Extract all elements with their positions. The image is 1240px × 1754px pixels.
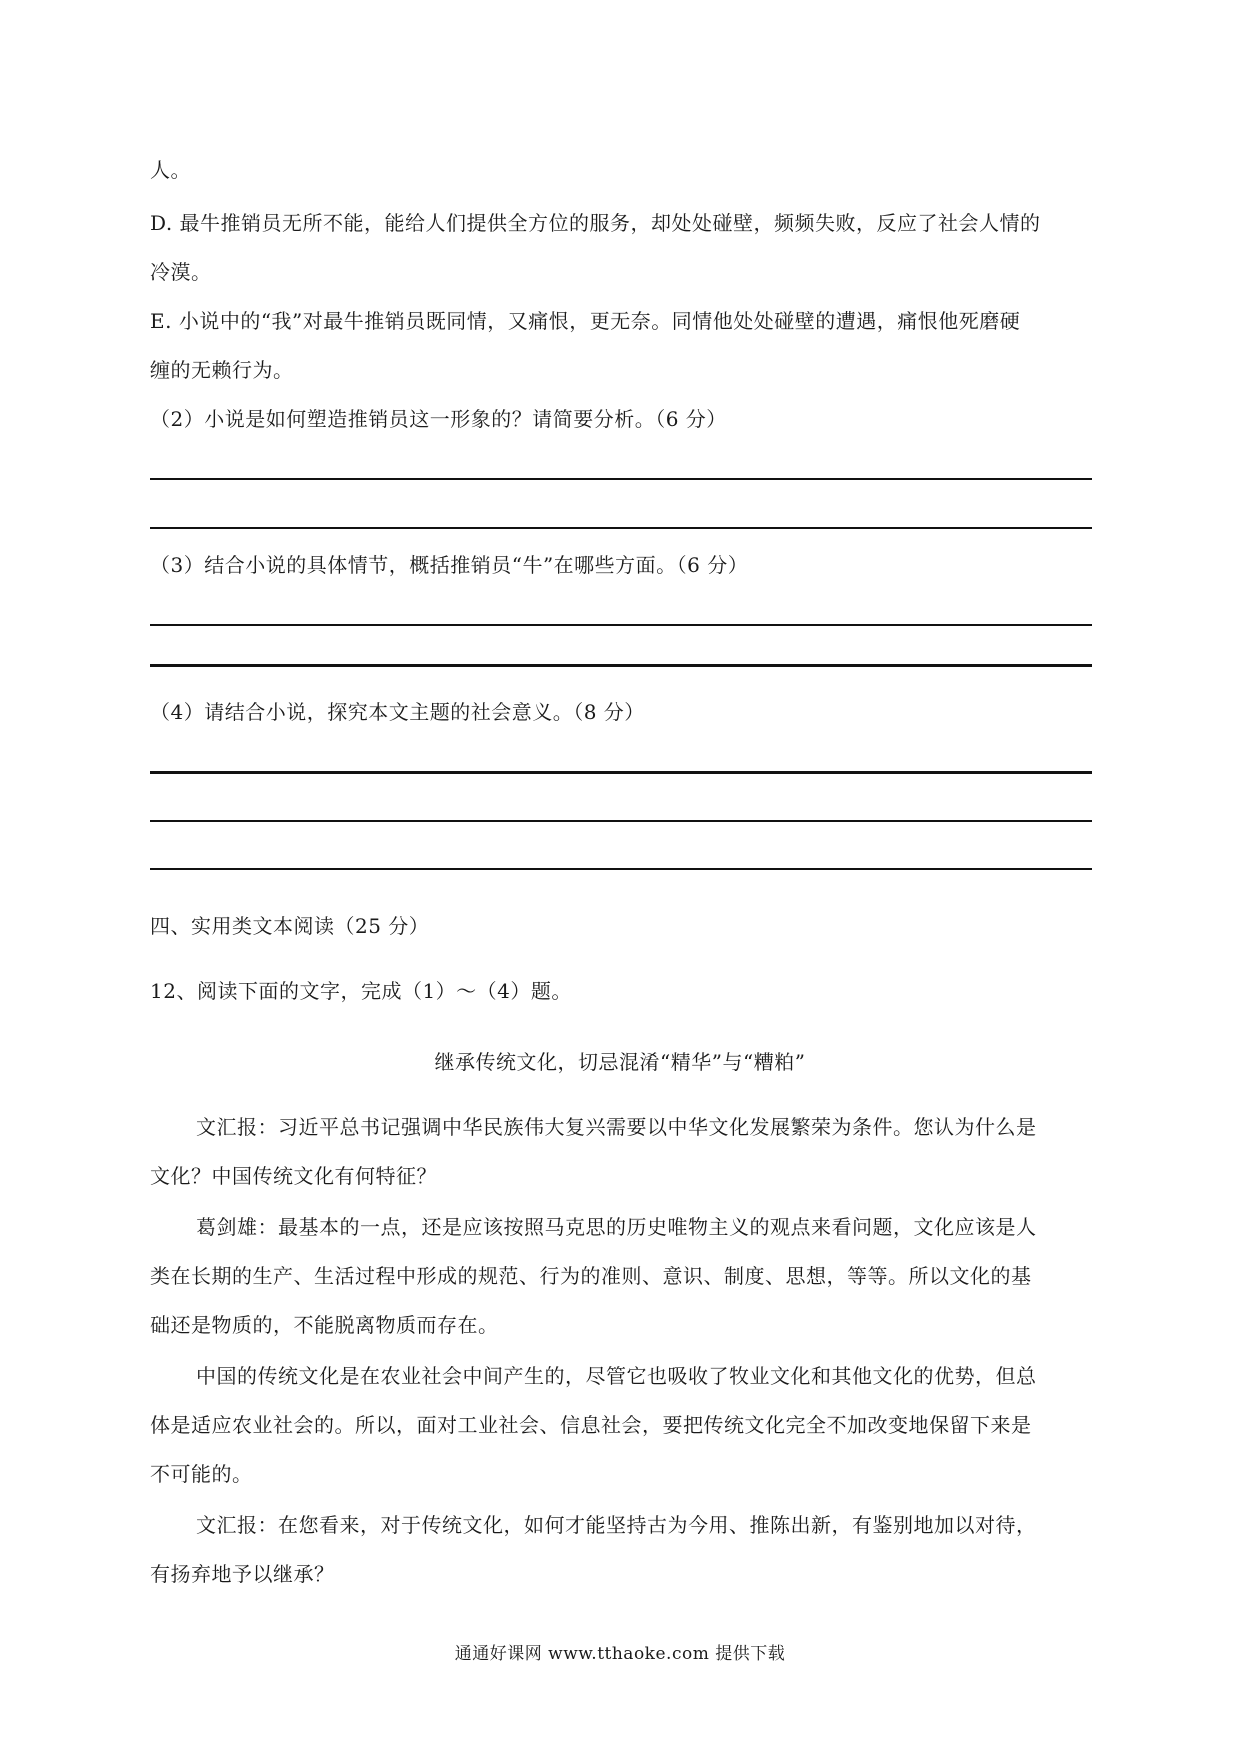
question-4: （4）请结合小说，探究本文主题的社会意义。（8 分） bbox=[150, 700, 645, 724]
article-paragraph-3-line-3: 不可能的。 bbox=[150, 1462, 253, 1486]
question-12: 12、阅读下面的文字，完成（1）～（4）题。 bbox=[150, 979, 572, 1003]
article-paragraph-4-line-1: 文汇报：在您看来，对于传统文化，如何才能坚持古为今用、推陈出新，有鉴别地加以对待， bbox=[196, 1513, 1037, 1537]
article-paragraph-1-line-1: 文汇报：习近平总书记强调中华民族伟大复兴需要以中华文化发展繁荣为条件。您认为什么是 bbox=[196, 1115, 1037, 1139]
article-paragraph-2-line-3: 础还是物质的，不能脱离物质而存在。 bbox=[150, 1313, 499, 1337]
article-title: 继承传统文化，切忌混淆“精华”与“糟粕” bbox=[434, 1050, 806, 1074]
article-paragraph-1-line-2: 文化？中国传统文化有何特征？ bbox=[150, 1164, 437, 1188]
article-paragraph-2-line-1: 葛剑雄：最基本的一点，还是应该按照马克思的历史唯物主义的观点来看问题，文化应该是人 bbox=[196, 1215, 1037, 1239]
answer-line bbox=[150, 624, 1092, 626]
article-paragraph-4-line-2: 有扬弃地予以继承？ bbox=[150, 1562, 335, 1586]
question-3: （3）结合小说的具体情节，概括推销员“牛”在哪些方面。（6 分） bbox=[150, 553, 749, 577]
option-d-line-1: D. 最牛推销员无所不能，能给人们提供全方位的服务，却处处碰壁，频频失败，反应了社会人情的 bbox=[150, 211, 1041, 235]
page-footer: 通通好课网 www.tthaoke.com 提供下载 bbox=[454, 1644, 786, 1664]
section-heading: 四、实用类文本阅读（25 分） bbox=[150, 914, 430, 938]
article-paragraph-3-line-1: 中国的传统文化是在农业社会中间产生的，尽管它也吸收了牧业文化和其他文化的优势，但总 bbox=[196, 1364, 1037, 1388]
option-d-line-2: 冷漠。 bbox=[150, 260, 212, 284]
answer-line bbox=[150, 664, 1092, 667]
option-c-continuation: 人。 bbox=[150, 158, 191, 182]
article-paragraph-3-line-2: 体是适应农业社会的。所以，面对工业社会、信息社会，要把传统文化完全不加改变地保留下来是 bbox=[150, 1413, 1032, 1437]
answer-line bbox=[150, 771, 1092, 774]
answer-line bbox=[150, 527, 1092, 529]
option-e-line-1: E. 小说中的“我”对最牛推销员既同情，又痛恨，更无奈。同情他处处碰壁的遭遇，痛恨他死磨硬 bbox=[150, 309, 1021, 333]
answer-line bbox=[150, 478, 1092, 480]
answer-line bbox=[150, 868, 1092, 870]
option-e-line-2: 缠的无赖行为。 bbox=[150, 358, 294, 382]
article-paragraph-2-line-2: 类在长期的生产、生活过程中形成的规范、行为的准则、意识、制度、思想，等等。所以文化的基 bbox=[150, 1264, 1032, 1288]
answer-line bbox=[150, 820, 1092, 822]
question-2: （2）小说是如何塑造推销员这一形象的？请简要分析。（6 分） bbox=[150, 407, 727, 431]
